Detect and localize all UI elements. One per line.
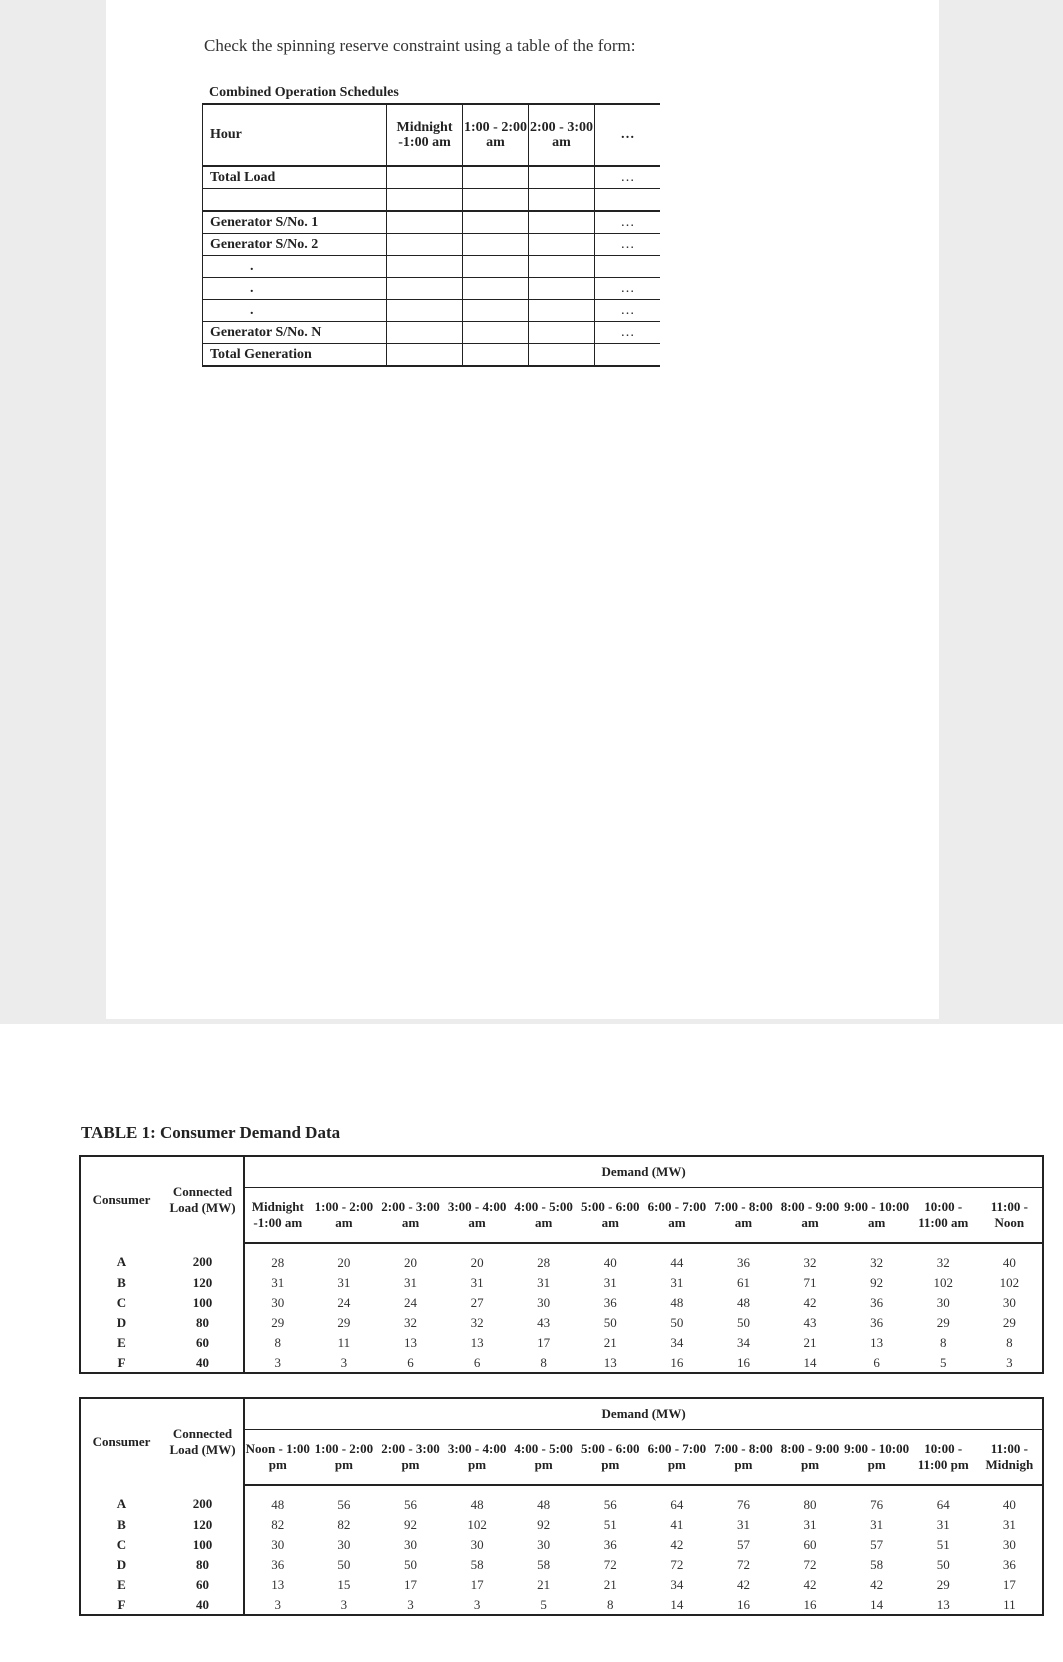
demand-cell: 17 — [470, 1576, 484, 1592]
demand-cell: 80 — [803, 1496, 817, 1512]
demand-cell: 31 — [337, 1274, 351, 1290]
demand-cell: 102 — [933, 1274, 953, 1290]
table-row — [80, 1272, 1043, 1292]
total-generation-label: Total Generation — [203, 344, 387, 367]
demand-cell: 13 — [403, 1334, 417, 1350]
demand-cell: 50 — [936, 1556, 950, 1572]
ellipsis: … — [595, 166, 661, 189]
hour-header: 9:00 - 10:00 pm — [843, 1430, 910, 1486]
continuation-row — [203, 300, 661, 322]
demand-cell: 3 — [274, 1354, 282, 1370]
demand-cell: 64 — [936, 1496, 950, 1512]
connected-load-cell: 120 — [162, 1272, 244, 1292]
hour-header: 8:00 - 9:00 am — [777, 1188, 844, 1244]
generator-n-label: Generator S/No. N — [203, 322, 387, 344]
demand-cell: 5 — [939, 1354, 947, 1370]
demand-cell: 48 — [537, 1496, 551, 1512]
demand-cell: 30 — [403, 1536, 417, 1552]
demand-cell: 56 — [337, 1496, 351, 1512]
demand-cell: 8 — [1006, 1334, 1013, 1350]
consumer-header: Consumer — [92, 1192, 151, 1208]
combined-operation-schedule-table — [202, 103, 660, 367]
demand-cell: 8 — [540, 1354, 547, 1370]
demand-cell: 82 — [337, 1516, 351, 1532]
demand-cell: 31 — [403, 1274, 417, 1290]
demand-cell: 13 — [870, 1334, 884, 1350]
connected-load-cell: 100 — [162, 1292, 244, 1312]
demand-cell: 56 — [403, 1496, 417, 1512]
demand-cell: 15 — [337, 1576, 351, 1592]
hour-header: 10:00 - 11:00 pm — [910, 1430, 977, 1486]
ellipsis: … — [595, 278, 661, 300]
demand-cell: 60 — [803, 1536, 817, 1552]
table-row — [80, 1574, 1043, 1594]
connected-load-cell: 120 — [162, 1514, 244, 1534]
demand-cell: 32 — [936, 1254, 950, 1270]
demand-cell: 31 — [803, 1516, 817, 1532]
demand-cell: 32 — [803, 1254, 817, 1270]
table-row — [80, 1554, 1043, 1574]
demand-cell: 56 — [603, 1496, 617, 1512]
demand-cell: 36 — [271, 1556, 285, 1572]
demand-cell: 71 — [803, 1274, 817, 1290]
demand-cell: 31 — [271, 1274, 285, 1290]
demand-cell: 21 — [537, 1576, 551, 1592]
demand-cell: 3 — [473, 1596, 481, 1612]
connected-load-cell: 40 — [162, 1352, 244, 1373]
demand-cell: 32 — [870, 1254, 884, 1270]
demand-cell: 58 — [870, 1556, 884, 1572]
demand-cell: 17 — [403, 1576, 417, 1592]
consumer-cell: E — [117, 1334, 126, 1350]
hour-header: 11:00 - Noon — [977, 1188, 1044, 1244]
hour-header: 10:00 - 11:00 am — [910, 1188, 977, 1244]
vertical-dot: . — [203, 300, 387, 322]
demand-cell: 6 — [873, 1354, 880, 1370]
demand-cell: 44 — [670, 1254, 684, 1270]
demand-cell: 72 — [803, 1556, 817, 1572]
generator-1-label: Generator S/No. 1 — [203, 211, 387, 234]
continuation-row — [203, 256, 661, 278]
demand-cell: 20 — [337, 1254, 351, 1270]
demand-cell: 34 — [670, 1576, 684, 1592]
total-load-label: Total Load — [203, 166, 387, 189]
demand-cell: 3 — [407, 1596, 414, 1612]
demand-cell: 31 — [670, 1274, 684, 1290]
connected-load-cell: 80 — [162, 1312, 244, 1332]
hour-header: 6:00 - 7:00 pm — [644, 1430, 711, 1486]
hour-header: 3:00 - 4:00 am — [444, 1188, 511, 1244]
demand-cell: 14 — [670, 1596, 684, 1612]
col-2am: 2:00 - 3:00 am — [529, 104, 595, 166]
connected-load-cell: 40 — [162, 1594, 244, 1615]
demand-cell: 48 — [470, 1496, 484, 1512]
table-row — [80, 1485, 1043, 1514]
instruction-text: Check the spinning reserve constraint using a table of the form: — [204, 36, 636, 55]
demand-cell: 50 — [603, 1314, 617, 1330]
table-row — [80, 1243, 1043, 1272]
demand-cell: 30 — [271, 1536, 285, 1552]
table-row — [80, 1292, 1043, 1312]
connected-load-cell: 200 — [162, 1485, 244, 1514]
ellipsis: … — [595, 300, 661, 322]
demand-cell: 6 — [473, 1354, 481, 1370]
demand-cell: 34 — [736, 1334, 750, 1350]
demand-cell: 30 — [936, 1294, 950, 1310]
ellipsis: … — [595, 322, 661, 344]
table-row — [80, 1332, 1043, 1352]
demand-cell: 43 — [803, 1314, 817, 1330]
demand-cell: 13 — [936, 1596, 950, 1612]
demand-cell: 42 — [803, 1294, 817, 1310]
schedule-header-row — [203, 104, 661, 166]
demand-cell: 16 — [803, 1596, 817, 1612]
demand-cell: 40 — [1002, 1254, 1016, 1270]
demand-cell: 3 — [340, 1354, 348, 1370]
demand-cell: 72 — [603, 1556, 617, 1572]
demand-cell: 42 — [803, 1576, 817, 1592]
demand-cell: 17 — [1002, 1576, 1016, 1592]
demand-cell: 30 — [271, 1294, 285, 1310]
demand-cell: 61 — [736, 1274, 750, 1290]
hour-header: 5:00 - 6:00 pm — [577, 1430, 644, 1486]
demand-cell: 32 — [470, 1314, 484, 1330]
consumer-cell: A — [116, 1496, 127, 1511]
total-load-row — [203, 166, 661, 189]
consumer-cell: C — [116, 1536, 127, 1552]
demand-table-pm — [79, 1397, 1044, 1616]
demand-cell: 51 — [603, 1516, 617, 1532]
generator-2-row — [203, 234, 661, 256]
connected-load-cell: 60 — [162, 1574, 244, 1594]
demand-cell: 36 — [603, 1536, 617, 1552]
col-ellipsis: … — [595, 104, 661, 166]
demand-cell: 6 — [407, 1354, 414, 1370]
connected-load-cell: 60 — [162, 1332, 244, 1352]
demand-cell: 42 — [736, 1576, 750, 1592]
demand-cell: 29 — [936, 1576, 950, 1592]
demand-cell: 76 — [736, 1496, 750, 1512]
demand-cell: 13 — [271, 1576, 285, 1592]
demand-cell: 50 — [337, 1556, 351, 1572]
hour-header: 8:00 - 9:00 pm — [777, 1430, 844, 1486]
spacer-row — [203, 189, 661, 212]
demand-cell: 42 — [670, 1536, 684, 1552]
hour-header: Noon - 1:00 pm — [244, 1430, 311, 1486]
demand-cell: 58 — [470, 1556, 484, 1572]
demand-cell: 29 — [337, 1314, 351, 1330]
demand-cell: 36 — [603, 1294, 617, 1310]
hour-label: Hour — [203, 104, 387, 166]
consumer-cell: B — [117, 1274, 126, 1290]
demand-cell: 50 — [403, 1556, 417, 1572]
demand-cell: 29 — [271, 1314, 285, 1330]
table-row — [80, 1514, 1043, 1534]
demand-cell: 13 — [603, 1354, 617, 1370]
demand-cell: 36 — [870, 1314, 884, 1330]
consumer-cell: D — [116, 1314, 127, 1330]
demand-cell: 36 — [1002, 1556, 1016, 1572]
consumer-cell: B — [117, 1516, 126, 1532]
demand-cell: 30 — [1002, 1536, 1016, 1552]
table-row — [80, 1352, 1043, 1373]
demand-cell: 16 — [670, 1354, 684, 1370]
vertical-dot: . — [203, 256, 387, 278]
connected-load-header: Connected Load (MW) — [162, 1156, 244, 1243]
vertical-dot: . — [203, 278, 387, 300]
hour-header: 2:00 - 3:00 pm — [377, 1430, 444, 1486]
demand-cell: 29 — [936, 1314, 950, 1330]
demand-cell: 48 — [670, 1294, 684, 1310]
consumer-cell: E — [117, 1576, 126, 1592]
demand-table-am — [79, 1155, 1044, 1374]
demand-cell: 16 — [736, 1596, 750, 1612]
demand-cell: 13 — [470, 1334, 484, 1350]
demand-cell: 30 — [537, 1294, 551, 1310]
demand-cell: 64 — [670, 1496, 684, 1512]
demand-cell: 31 — [537, 1274, 551, 1290]
hour-header: 4:00 - 5:00 pm — [510, 1430, 577, 1486]
demand-cell: 102 — [999, 1274, 1020, 1290]
demand-cell: 31 — [870, 1516, 884, 1532]
consumer-cell: F — [117, 1596, 126, 1612]
demand-cell: 92 — [403, 1516, 417, 1532]
demand-cell: 36 — [736, 1254, 750, 1270]
demand-cell: 8 — [939, 1334, 947, 1350]
demand-cell: 51 — [936, 1536, 950, 1552]
ellipsis: … — [595, 234, 661, 256]
connected-load-cell: 100 — [162, 1534, 244, 1554]
consumer-cell: C — [116, 1294, 127, 1310]
hour-header: 2:00 - 3:00 am — [377, 1188, 444, 1244]
hour-header: 4:00 - 5:00 am — [510, 1188, 577, 1244]
demand-cell: 57 — [870, 1536, 884, 1552]
demand-cell: 30 — [337, 1536, 351, 1552]
demand-cell: 31 — [470, 1274, 484, 1290]
demand-cell: 21 — [603, 1334, 617, 1350]
total-generation-row — [203, 344, 661, 367]
demand-cell: 72 — [670, 1556, 684, 1572]
hour-header: 6:00 - 7:00 am — [644, 1188, 711, 1244]
demand-cell: 8 — [607, 1596, 614, 1612]
demand-cell: 92 — [870, 1274, 884, 1290]
demand-cell: 17 — [537, 1334, 551, 1350]
connected-load-cell: 80 — [162, 1554, 244, 1574]
demand-cell: 50 — [736, 1314, 750, 1330]
table-row — [80, 1594, 1043, 1615]
hour-header: 7:00 - 8:00 pm — [710, 1430, 777, 1486]
demand-cell: 14 — [803, 1354, 817, 1370]
hour-header: 3:00 - 4:00 pm — [444, 1430, 511, 1486]
consumer-header: Consumer — [92, 1434, 151, 1450]
demand-cell: 48 — [271, 1496, 285, 1512]
demand-cell: 76 — [870, 1496, 884, 1512]
table-row — [80, 1312, 1043, 1332]
col-midnight: Midnight -1:00 am — [387, 104, 463, 166]
connected-load-header: Connected Load (MW) — [162, 1398, 244, 1485]
col-1am: 1:00 - 2:00 am — [463, 104, 529, 166]
connected-load-cell: 200 — [162, 1243, 244, 1272]
demand-cell: 57 — [736, 1536, 750, 1552]
demand-cell: 50 — [670, 1314, 684, 1330]
table1-title: TABLE 1: Consumer Demand Data — [81, 1123, 341, 1142]
hour-header: 7:00 - 8:00 am — [710, 1188, 777, 1244]
demand-cell: 3 — [1006, 1354, 1013, 1370]
demand-cell: 32 — [403, 1314, 417, 1330]
demand-group-header: Demand (MW) — [244, 1398, 1043, 1430]
demand-cell: 28 — [537, 1254, 551, 1270]
demand-cell: 11 — [337, 1334, 351, 1350]
demand-cell: 11 — [1003, 1596, 1016, 1612]
demand-cell: 5 — [540, 1596, 547, 1612]
demand-cell: 21 — [603, 1576, 617, 1592]
consumer-cell: A — [116, 1254, 127, 1269]
demand-cell: 30 — [470, 1536, 484, 1552]
demand-cell: 58 — [537, 1556, 551, 1572]
demand-cell: 20 — [470, 1254, 484, 1270]
generator-n-row — [203, 322, 661, 344]
demand-cell: 14 — [870, 1596, 884, 1612]
demand-cell: 40 — [603, 1254, 617, 1270]
demand-cell: 28 — [271, 1254, 285, 1270]
demand-cell: 48 — [736, 1294, 750, 1310]
demand-cell: 29 — [1002, 1314, 1016, 1330]
demand-cell: 24 — [337, 1294, 351, 1310]
generator-2-label: Generator S/No. 2 — [203, 234, 387, 256]
demand-cell: 16 — [736, 1354, 750, 1370]
demand-cell: 3 — [340, 1596, 348, 1612]
hour-header: 9:00 - 10:00 am — [843, 1188, 910, 1244]
hour-header: 1:00 - 2:00 pm — [311, 1430, 378, 1486]
demand-cell: 42 — [870, 1576, 884, 1592]
demand-cell: 40 — [1002, 1496, 1016, 1512]
demand-cell: 24 — [403, 1294, 417, 1310]
demand-cell: 31 — [1002, 1516, 1016, 1532]
demand-cell: 92 — [537, 1516, 551, 1532]
hour-header: 11:00 - Midnigh — [977, 1430, 1044, 1486]
ellipsis: … — [595, 211, 661, 234]
consumer-cell: D — [116, 1556, 127, 1572]
demand-cell: 3 — [274, 1596, 282, 1612]
demand-cell: 8 — [274, 1334, 282, 1350]
schedule-table-title: Combined Operation Schedules — [209, 85, 399, 100]
demand-cell: 31 — [603, 1274, 617, 1290]
demand-cell: 36 — [870, 1294, 884, 1310]
demand-cell: 43 — [537, 1314, 551, 1330]
hour-header: Midnight -1:00 am — [244, 1188, 311, 1244]
demand-cell: 21 — [803, 1334, 817, 1350]
demand-cell: 31 — [736, 1516, 750, 1532]
demand-cell: 30 — [537, 1536, 551, 1552]
table-row — [80, 1534, 1043, 1554]
demand-cell: 30 — [1002, 1294, 1016, 1310]
generator-1-row — [203, 211, 661, 234]
demand-cell: 82 — [271, 1516, 285, 1532]
demand-cell: 72 — [736, 1556, 750, 1572]
demand-cell: 31 — [936, 1516, 950, 1532]
demand-cell: 20 — [403, 1254, 417, 1270]
demand-cell: 41 — [670, 1516, 684, 1532]
continuation-row — [203, 278, 661, 300]
hour-header: 5:00 - 6:00 am — [577, 1188, 644, 1244]
demand-cell: 27 — [470, 1294, 484, 1310]
demand-group-header: Demand (MW) — [244, 1156, 1043, 1188]
demand-cell: 102 — [467, 1516, 487, 1532]
demand-cell: 34 — [670, 1334, 684, 1350]
consumer-cell: F — [117, 1354, 126, 1370]
hour-header: 1:00 - 2:00 am — [311, 1188, 378, 1244]
